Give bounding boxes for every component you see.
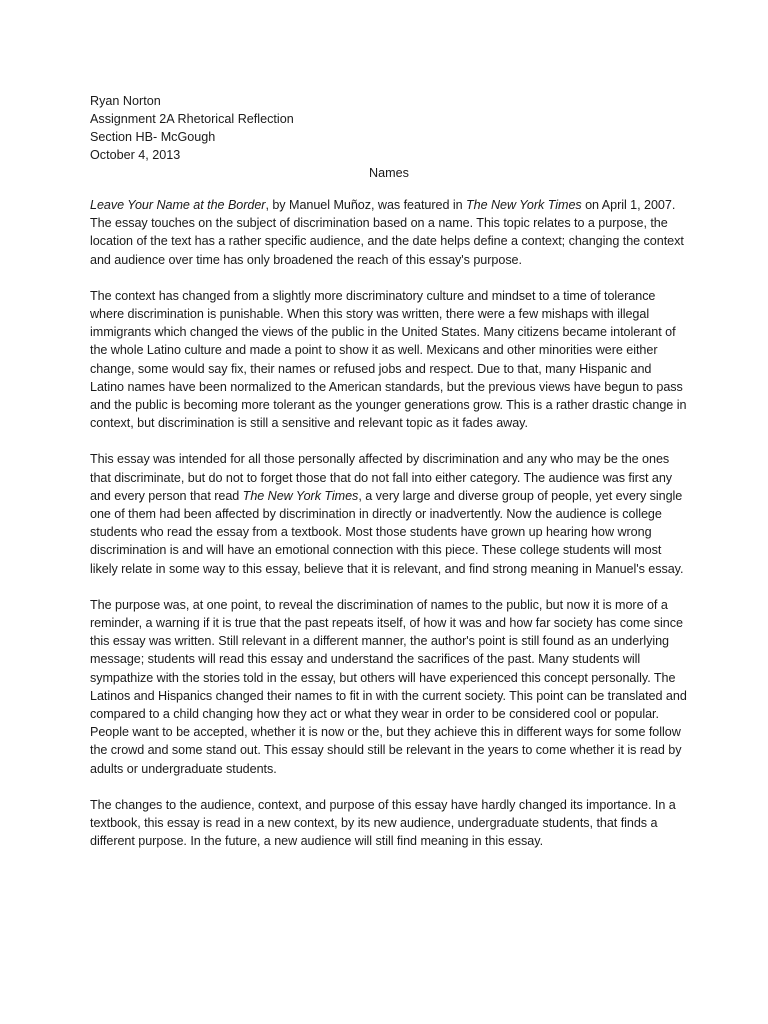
course-section: Section HB- McGough xyxy=(90,130,216,144)
paragraph-3-text-1: This essay was intended for all those personally affected by discrimination and any who may be the ones that discriminate, but do not to forget those that do not fall into either category. The audience was first any and every person that read xyxy=(90,452,673,503)
essay-date: October 4, 2013 xyxy=(90,148,181,162)
paragraph-1 xyxy=(90,196,688,269)
book-title: Leave Your Name at the Border xyxy=(90,198,266,212)
essay-title: Names xyxy=(369,166,409,180)
paragraph-5: The changes to the audience, context, and purpose of this essay have hardly changed its importance. In a textbook, this essay is read in a new context, by its new audience, undergraduate students, that finds a different purpose. In the future, a new audience will still find meaning in this essay. xyxy=(90,797,676,849)
paragraph-4: The purpose was, at one point, to reveal the discrimination of names to the public, but now it is more of a reminder, a warning if it is true that the past repeats itself, of how it was and how far society has come since this essay was written. Still relevant in a different manner, the author's point is still found as an underlying message; students will read this essay and understand the sacrifices of the past. Many students will sympathize with the stories told in the essay, but others will have experienced this concept personally. The Latinos and Hispanics changed their names to fit in with the current society. This point can be translated and compared to a child changing how they act or what they wear in order to be considered cool or popular. People want to be accepted, whether it is now or the, but they achieve this in different ways for some follow the crowd and some stand out. This essay should still be relevant in the years to come whether it is read by adults or undergraduate students. xyxy=(90,597,687,776)
publication-title: The New York Times xyxy=(242,488,359,503)
paragraph-1-text-2: on April 1, 2007. The essay touches on the subject of discrimination based on a name. This topic relates to a purpose, the location of the text has a rather specific audience, and the date helps define a context; changing the context and audience over time has only broadened the reach of this essay's purpose. xyxy=(90,198,684,267)
paragraph-2: The context has changed from a slightly more discriminatory culture and mindset to a time of tolerance where discrimination is punishable. When this story was written, there were a few mishaps with illegal immigrants which changed the views of the public in the United States. Many citizens became intolerant of the whole Latino culture and made a point to show it as well. Mexicans and other minorities were either change, some would say fix, their names or refused jobs and respect. Due to that, many Hispanic and Latino names have been normalized to the American standards, but the previous views have begun to pass and the public is becoming more tolerant as the younger generations grow. This is a rather drastic change in context, but discrimination is still a sensitive and relevant topic as it fades away. xyxy=(90,288,687,431)
author-name: Ryan Norton xyxy=(90,94,161,108)
paragraph-1-text-1: , by Manuel Muñoz, was featured in xyxy=(265,198,467,212)
paragraph-3 xyxy=(90,450,688,577)
publication-title: The New York Times xyxy=(466,198,582,212)
essay-header xyxy=(90,92,688,164)
assignment-title: Assignment 2A Rhetorical Reflection xyxy=(90,112,294,126)
paragraph-3-text-2: , a very large and diverse group of people, yet every single one of them had been affected by discrimination in directly or inadvertently. Now the audience is college students who read the essay from a textbook. Most those students have grown up hearing how wrong discrimination is and will have an emotional connection with this piece. These college students will most likely relate in some way to this essay, believe that it is relevant, and find strong meaning in Manuel's essay. xyxy=(90,488,684,576)
